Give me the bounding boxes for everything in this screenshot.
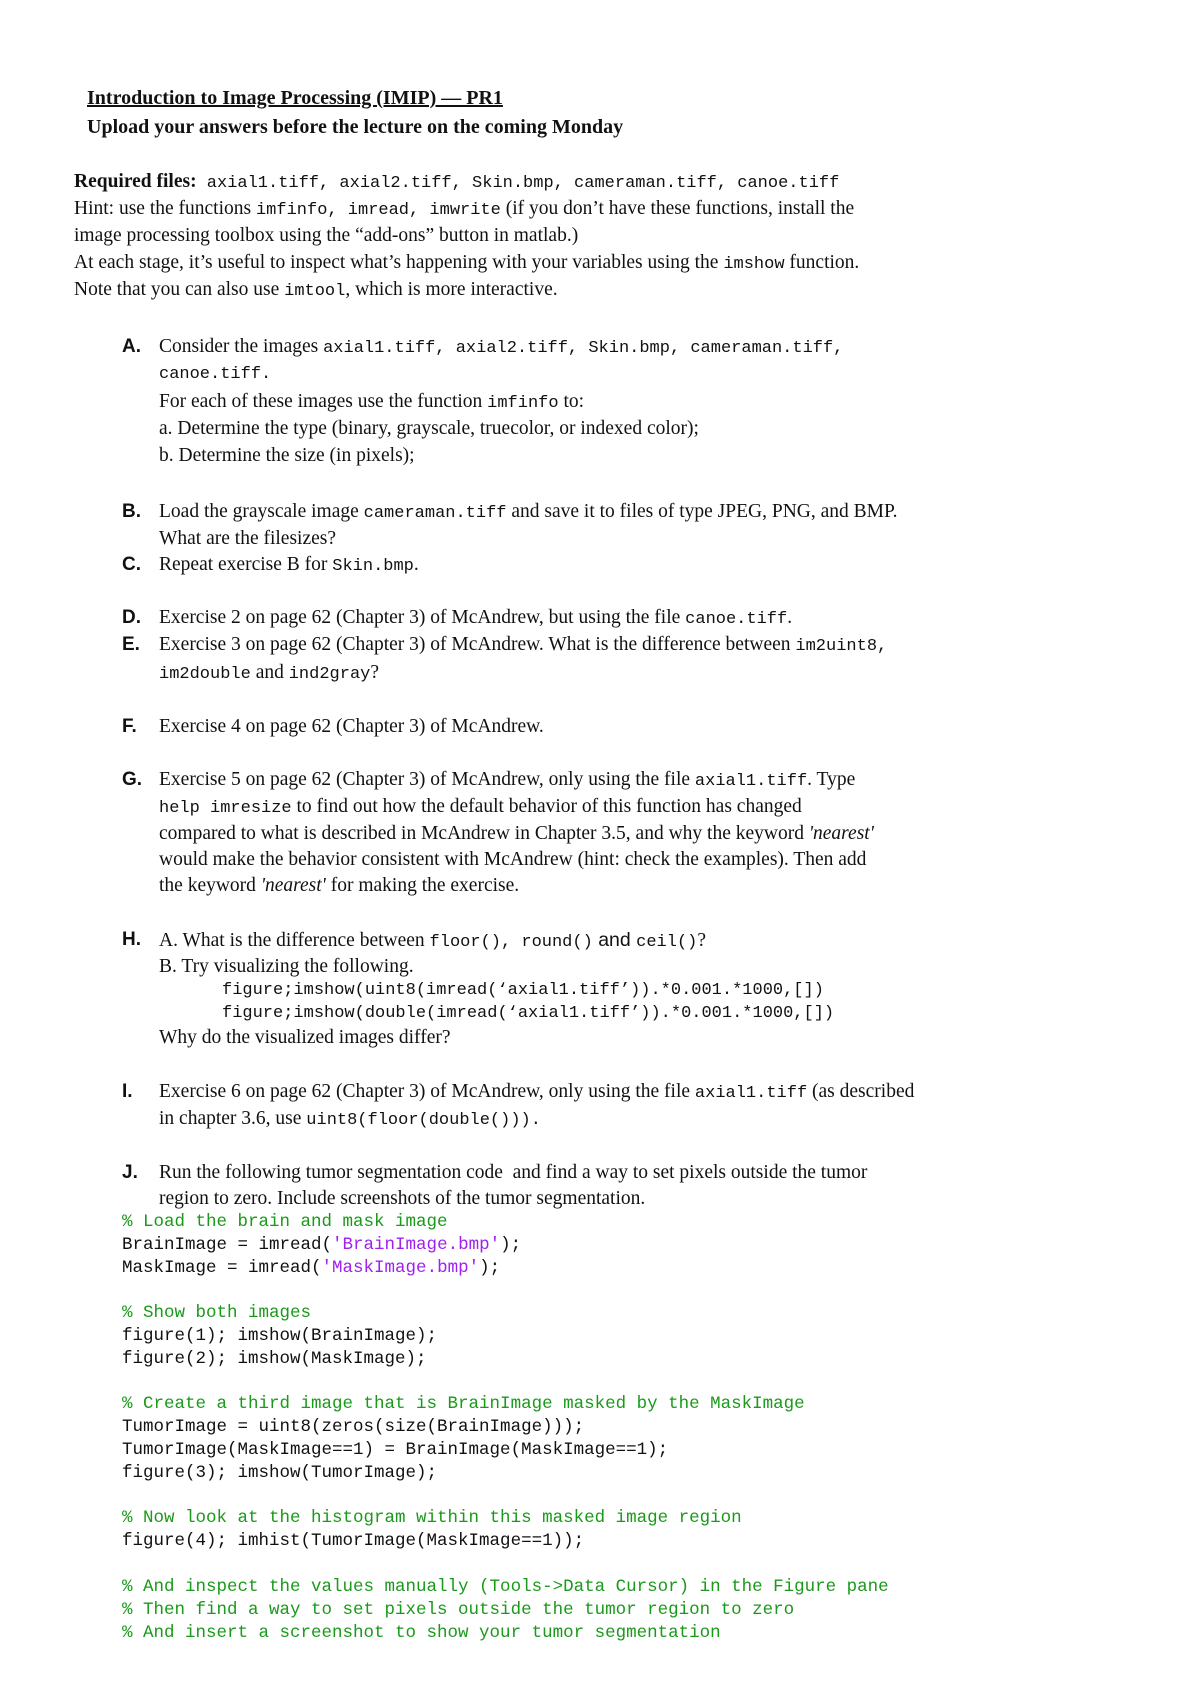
required-files-label: Required files:	[74, 171, 197, 192]
stage-function: imshow	[723, 255, 785, 274]
exercise-g-code: help imresize	[159, 799, 292, 818]
exercise-b-file: cameraman.tiff	[363, 504, 507, 523]
exercise-f-line-1: Exercise 4 on page 62 (Chapter 3) of McAndrew.	[159, 716, 544, 737]
exercise-d-file: canoe.tiff	[685, 610, 788, 629]
code-comment-create: % Create a third image that is BrainImage masked by the MaskImage	[122, 1394, 805, 1414]
exercise-g-letter: G.	[122, 769, 143, 790]
exercise-g-text-2: . Type	[807, 769, 856, 790]
exercise-h-line-1	[159, 928, 706, 955]
hint-functions: imfinfo, imread, imwrite	[255, 201, 501, 220]
exercise-h-question: ?	[697, 930, 707, 951]
exercise-e-function: im2uint8,	[795, 637, 888, 656]
exercise-a-text: Consider the images	[159, 336, 324, 357]
exercise-i-code: uint8(floor(double())).	[306, 1111, 541, 1130]
exercise-g-text: Exercise 5 on page 62 (Chapter 3) of McAndrew, only using the file	[159, 769, 695, 790]
exercise-c-letter: C.	[122, 554, 141, 575]
exercise-e-letter: E.	[122, 634, 140, 655]
code-comment-find: % Then find a way to set pixels outside the tumor region to zero	[122, 1600, 795, 1620]
code-line-mask-read	[122, 1257, 500, 1279]
exercise-g-keyword-2: 'nearest'	[260, 875, 326, 896]
exercise-h-code-2: figure;imshow(double(imread(‘axial1.tiff’)).*0.001.*1000,[])	[222, 1004, 835, 1023]
exercise-h-line-2: B. Try visualizing the following.	[159, 956, 414, 977]
exercise-f-letter: F.	[122, 716, 137, 737]
code-text-end-2: );	[479, 1258, 501, 1278]
hint-text: Hint: use the functions	[74, 198, 256, 219]
exercise-e-function-2: im2double	[159, 665, 251, 684]
exercise-b-text: Load the grayscale image	[159, 501, 364, 522]
exercise-b-letter: B.	[122, 501, 141, 522]
exercise-e-text: Exercise 3 on page 62 (Chapter 3) of McAndrew. What is the difference between	[159, 634, 796, 655]
exercise-a-text-3: For each of these images use the function	[159, 391, 488, 412]
code-line-figure-4: figure(4); imhist(TumorImage(MaskImage==1));	[122, 1531, 585, 1551]
code-text-end: );	[500, 1235, 522, 1255]
code-text: BrainImage = imread(	[122, 1235, 333, 1255]
note-text-2: , which is more interactive.	[345, 279, 558, 300]
note-function: imtool	[284, 282, 346, 301]
code-line-figure-1: figure(1); imshow(BrainImage);	[122, 1326, 438, 1346]
note-text: Note that you can also use	[74, 279, 285, 300]
exercise-h-letter: H.	[122, 929, 141, 950]
exercise-i-text-2: (as described	[807, 1081, 915, 1102]
code-comment-load: % Load the brain and mask image	[122, 1212, 448, 1232]
required-files-line	[74, 170, 839, 196]
exercise-d-text-2: .	[787, 607, 793, 628]
exercise-h-and: and	[592, 929, 637, 951]
required-files-list: axial1.tiff, axial2.tiff, Skin.bmp, cameraman.tiff, canoe.tiff	[196, 174, 840, 193]
exercise-a-line-3	[159, 390, 584, 416]
exercise-g-line-1	[159, 768, 855, 794]
exercise-h-code-1: figure;imshow(uint8(imread(‘axial1.tiff’)).*0.001.*1000,[])	[222, 981, 824, 1000]
exercise-e-question: ?	[370, 662, 380, 683]
exercise-g-keyword: 'nearest'	[808, 823, 874, 844]
document-title: Introduction to Image Processing (IMIP) — PR1	[87, 87, 503, 109]
exercise-j-letter: J.	[122, 1162, 138, 1183]
exercise-i-letter: I.	[122, 1081, 133, 1102]
code-comment-inspect: % And inspect the values manually (Tools->Data Cursor) in the Figure pane	[122, 1577, 889, 1597]
note-line	[74, 278, 558, 304]
exercise-h-functions: floor(), round()	[429, 933, 593, 952]
code-comment-show: % Show both images	[122, 1303, 312, 1323]
exercise-i-line-1	[159, 1080, 914, 1106]
exercise-d-line-1	[159, 606, 792, 632]
exercise-h-text: A. What is the difference between	[159, 930, 430, 951]
exercise-a-files: axial1.tiff, axial2.tiff, Skin.bmp, cameraman.tiff,	[323, 339, 844, 358]
exercise-e-function-3: ind2gray	[288, 665, 371, 684]
stage-line	[74, 251, 859, 277]
exercise-c-file: Skin.bmp	[332, 557, 414, 576]
code-line-tumor-assign: TumorImage(MaskImage==1) = BrainImage(MaskImage==1);	[122, 1440, 669, 1460]
exercise-j-line-2: region to zero. Include screenshots of the tumor segmentation.	[159, 1188, 646, 1209]
code-comment-histogram: % Now look at the histogram within this masked image region	[122, 1508, 742, 1528]
exercise-g-line-3	[159, 822, 874, 846]
exercise-j-line-1: Run the following tumor segmentation code and find a way to set pixels outside the tumor	[159, 1162, 868, 1183]
hint-line-2: image processing toolbox using the “add-ons” button in matlab.)	[74, 225, 579, 246]
exercise-g-line-4: would make the behavior consistent with McAndrew (hint: check the examples). Then add	[159, 849, 867, 870]
exercise-g-text-3: to find out how the default behavior of this function has changed	[291, 796, 802, 817]
document-subtitle: Upload your answers before the lecture on the coming Monday	[87, 116, 624, 138]
exercise-i-file: axial1.tiff	[694, 1084, 808, 1103]
code-line-figure-3: figure(3); imshow(TumorImage);	[122, 1463, 438, 1483]
exercise-c-text: Repeat exercise B for	[159, 554, 333, 575]
exercise-i-text-3: in chapter 3.6, use	[159, 1108, 307, 1129]
exercise-a-line-5: b. Determine the size (in pixels);	[159, 445, 415, 466]
exercise-g-text-5: the keyword	[159, 875, 261, 896]
code-text-2: MaskImage = imread(	[122, 1258, 322, 1278]
code-comment-screenshot: % And insert a screenshot to show your tumor segmentation	[122, 1623, 721, 1643]
exercise-a-letter: A.	[122, 336, 141, 357]
exercise-c-text-2: .	[413, 554, 419, 575]
exercise-e-line-1	[159, 633, 887, 659]
code-string-brain: 'BrainImage.bmp'	[332, 1235, 501, 1255]
code-line-brain-read	[122, 1234, 521, 1256]
hint-line	[74, 197, 854, 223]
exercise-i-line-2	[159, 1107, 541, 1133]
exercise-a-line-4: a. Determine the type (binary, grayscale, truecolor, or indexed color);	[159, 418, 699, 439]
exercise-g-text-4: compared to what is described in McAndrew in Chapter 3.5, and why the keyword	[159, 823, 809, 844]
exercise-g-text-6: for making the exercise.	[325, 875, 520, 896]
exercise-b-text-2: and save it to files of type JPEG, PNG, and BMP.	[506, 501, 898, 522]
exercise-c-line-1	[159, 553, 419, 579]
exercise-a-line-1	[159, 335, 843, 361]
exercise-a-text-3b: to:	[558, 391, 585, 412]
exercise-d-text: Exercise 2 on page 62 (Chapter 3) of McAndrew, but using the file	[159, 607, 686, 628]
exercise-e-and: and	[250, 662, 289, 683]
exercise-a-line-2: canoe.tiff.	[159, 365, 272, 384]
code-line-figure-2: figure(2); imshow(MaskImage);	[122, 1349, 427, 1369]
exercise-g-line-5	[159, 874, 519, 898]
exercise-g-file: axial1.tiff	[694, 772, 808, 791]
exercise-d-letter: D.	[122, 607, 141, 628]
stage-text-2: function.	[784, 252, 860, 273]
code-line-tumor-init: TumorImage = uint8(zeros(size(BrainImage)));	[122, 1417, 585, 1437]
exercise-b-line-1	[159, 500, 898, 526]
exercise-e-line-2	[159, 661, 379, 687]
exercise-b-line-2: What are the filesizes?	[159, 528, 337, 549]
exercise-g-line-2	[159, 795, 802, 821]
exercise-i-text: Exercise 6 on page 62 (Chapter 3) of McAndrew, only using the file	[159, 1081, 695, 1102]
hint-text-2: (if you don’t have these functions, install the	[500, 198, 855, 219]
code-string-mask: 'MaskImage.bmp'	[321, 1258, 480, 1278]
exercise-h-function: ceil()	[636, 933, 698, 952]
exercise-h-line-5: Why do the visualized images differ?	[159, 1027, 451, 1048]
exercise-a-function: imfinfo	[487, 394, 559, 413]
stage-text: At each stage, it’s useful to inspect what’s happening with your variables using the	[74, 252, 724, 273]
